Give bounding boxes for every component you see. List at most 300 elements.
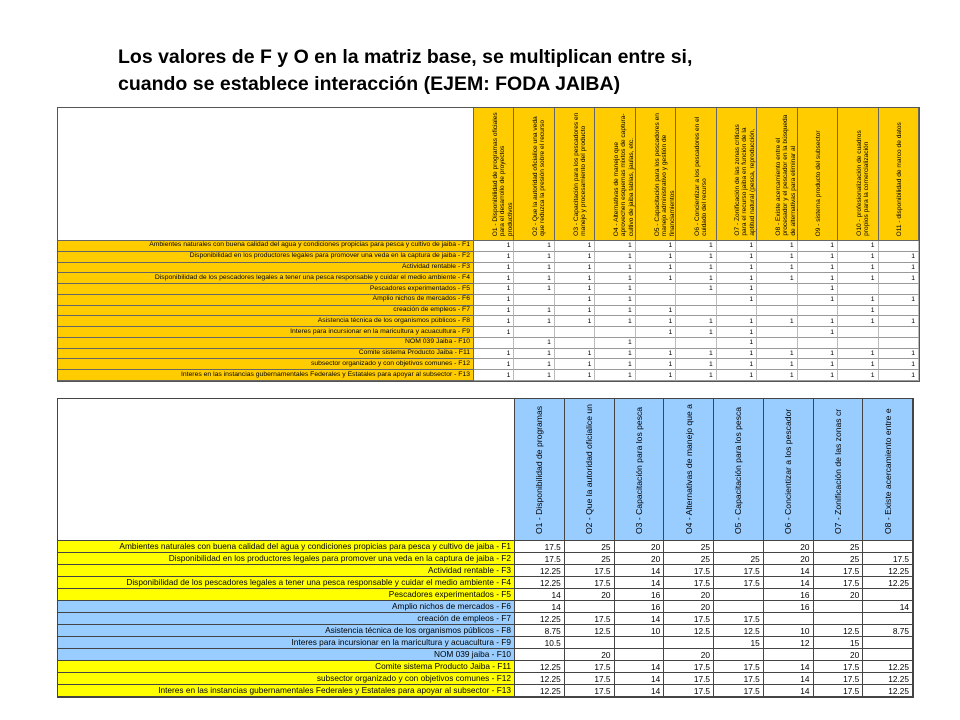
table-cell: 1 [514,263,554,274]
table-cell: 15 [714,637,764,649]
row-label: Pescadores experimentados - F5 [58,589,515,601]
table-cell [595,327,635,338]
table-cell [565,637,615,649]
table-cell: 1 [676,263,716,274]
table-cell [565,601,615,613]
table-cell: 1 [474,349,514,360]
table-cell [474,338,514,349]
table-cell: 1 [514,370,554,381]
table-cell [879,241,919,252]
table-cell: 20 [764,553,814,565]
table-cell [555,338,595,349]
table-cell: 1 [879,263,919,274]
table-cell [863,589,913,601]
table-cell: 12.5 [814,625,864,637]
table-cell: 1 [595,252,635,263]
table-cell: 14 [863,601,913,613]
column-header-label: O7 - Zonificación de las zonas cr [832,408,843,534]
table-cell: 1 [676,252,716,263]
table-cell: 1 [879,252,919,263]
table-cell: 1 [879,295,919,306]
table-cell [863,613,913,625]
table-cell [676,338,716,349]
row-label: Disponibilidad en los productores legales para promover una veda en la captura de jaiba - F2 [58,252,474,263]
table-cell: 1 [717,327,757,338]
row-label: subsector organizado y con objetivos comunes - F12 [58,673,515,685]
column-header [514,108,554,241]
table-cell: 1 [555,349,595,360]
column-header-label: O8 - Existe acercamiento entre e [882,408,893,534]
table-cell: 16 [615,589,665,601]
table-cell: 20 [615,541,665,553]
table-cell [636,295,676,306]
table-cell: 1 [555,359,595,370]
table-cell: 12.25 [863,685,913,697]
row-label: Interes para incursionar en la maricultura y acuacultura - F9 [58,327,474,338]
table-cell: 1 [555,241,595,252]
column-header-label: O8 - Existe acercamiento entre el procesador y el pescador en la búsqueda de alternativas para eliminar al [774,115,797,236]
table-cell [615,649,665,661]
table-cell: 1 [798,295,838,306]
table-cell [757,295,797,306]
table-cell: 1 [676,370,716,381]
column-header [595,108,635,241]
column-header-label: O4 - Alternativas de manejo que aprovechen esquemas mixtos de captura-cultivo de jaiba tablas, jaulas, etc. [613,113,635,236]
table-cell: 1 [798,263,838,274]
table-cell: 1 [838,370,878,381]
table-cell: 12.25 [515,577,565,589]
table-cell: 1 [595,359,635,370]
table-cell: 1 [717,359,757,370]
table-cell: 1 [838,252,878,263]
table-cell: 1 [676,316,716,327]
table-cell: 1 [879,359,919,370]
table-cell: 14 [615,565,665,577]
table-cell: 1 [676,359,716,370]
table-cell: 8.75 [515,625,565,637]
table-cell: 1 [514,252,554,263]
row-label: Ambientes naturales con buena calidad del agua y condiciones propicias para pesca y cultivo de jaiba - F1 [58,241,474,252]
table-cell [515,649,565,661]
table-cell: 1 [595,338,635,349]
column-header-label: O2 - Que la autoridad oficialice una veda que reduzca la presión sobre el recurso [532,116,547,236]
table-cell: 1 [555,284,595,295]
table-cell: 20 [565,649,615,661]
table-cell: 1 [676,327,716,338]
table-cell: 1 [676,273,716,284]
table-cell: 17.5 [664,661,714,673]
table-cell: 1 [595,370,635,381]
table-cell: 1 [798,349,838,360]
table-cell: 1 [595,306,635,317]
column-header-label: O2 - Que la autoridad oficialice un [584,404,595,534]
column-header [615,399,665,541]
table-cell: 1 [798,252,838,263]
table-cell: 15 [814,637,864,649]
column-header-label: O5 - Capacitación para los pescadores en manejo administrativo y gestión de financiamientos [653,112,676,236]
table-cell: 1 [798,316,838,327]
table-cell [879,284,919,295]
interaction-matrix-table [57,107,920,382]
table-cell: 17.5 [814,673,864,685]
table-cell: 25 [664,553,714,565]
table-cell: 1 [514,316,554,327]
table-cell: 1 [717,316,757,327]
table-cell: 12.25 [863,565,913,577]
column-header [764,399,814,541]
table-cell: 1 [636,349,676,360]
table-cell: 1 [474,295,514,306]
table-cell: 20 [814,649,864,661]
table-cell: 17.5 [714,613,764,625]
table-cell: 1 [595,241,635,252]
row-label: Interes en las instancias gubernamentales Federales y Estatales para apoyar al subsector - F13 [58,370,474,381]
table-cell [757,327,797,338]
table-cell [838,284,878,295]
table-cell: 17.5 [714,673,764,685]
table-cell: 1 [717,241,757,252]
table-cell: 1 [757,273,797,284]
table-cell: 1 [757,370,797,381]
table-cell: 10.5 [515,637,565,649]
weighted-matrix-table [57,398,914,698]
column-header-label: O5 - Capacitación para los pesca [733,406,744,534]
table-cell: 1 [717,349,757,360]
table-cell: 1 [636,273,676,284]
title-line-2: cuando se establece interacción (EJEM: FODA JAIBA) [118,73,621,95]
table-cell: 12.25 [515,673,565,685]
table-cell: 14 [515,601,565,613]
table-cell: 1 [636,316,676,327]
row-label: Pescadores experimentados - F5 [58,284,474,295]
table-cell: 20 [664,589,714,601]
table-cell: 12.5 [714,625,764,637]
table-cell [714,589,764,601]
row-label: NOM 039 jaiba - F10 [58,649,515,661]
table-cell: 1 [717,263,757,274]
table-cell: 17.5 [814,685,864,697]
column-header-label: O9 - sistema producto del subsector [815,130,823,236]
table-cell: 1 [676,241,716,252]
table-cell: 17.5 [664,565,714,577]
table-cell: 25 [814,541,864,553]
table-cell [879,306,919,317]
table-cell: 17.5 [515,553,565,565]
row-label: Disponibilidad en los productores legales para promover una veda en la captura de jaiba - F2 [58,553,515,565]
table-cell: 12.25 [863,577,913,589]
table-cell [757,284,797,295]
row-label: Disponibilidad de los pescadores legales a tener una pesca responsable y cuidar el medio ambiente - F4 [58,577,515,589]
table-cell [676,295,716,306]
table-cell: 17.5 [814,565,864,577]
table-cell: 1 [717,338,757,349]
table-cell: 20 [814,589,864,601]
table-cell: 1 [474,241,514,252]
table-cell: 17.5 [714,577,764,589]
table-cell: 20 [615,553,665,565]
table-cell: 1 [474,273,514,284]
table-cell: 1 [798,284,838,295]
table-cell: 14 [764,661,814,673]
table-cell: 1 [798,273,838,284]
table-cell: 1 [757,349,797,360]
row-label: creación de empleos - F7 [58,306,474,317]
table-cell [879,327,919,338]
table-cell: 1 [798,241,838,252]
table-cell: 14 [764,565,814,577]
table-cell: 1 [514,284,554,295]
table-cell [615,637,665,649]
table-cell [757,338,797,349]
column-header-label: O3 - Capacitación para los pesca [633,406,644,534]
title-line-1: Los valores de F y O en la matriz base, se multiplican entre si, [118,46,693,68]
table-cell: 20 [664,649,714,661]
table-cell [664,637,714,649]
table-cell: 1 [757,241,797,252]
table-cell: 1 [555,263,595,274]
table-cell: 12.25 [863,673,913,685]
table-cell: 12.5 [664,625,714,637]
table-cell: 1 [838,295,878,306]
table-cell [838,338,878,349]
table-cell: 1 [757,252,797,263]
column-header [798,108,838,241]
table-cell: 1 [474,316,514,327]
table-cell: 1 [636,359,676,370]
table-cell: 16 [615,601,665,613]
column-header-label: O4 - Alternativas de manejo que a [683,404,694,534]
table-cell: 1 [676,284,716,295]
table-cell: 17.5 [814,661,864,673]
table-cell: 1 [879,370,919,381]
table-cell: 20 [565,589,615,601]
table-cell: 17.5 [714,685,764,697]
table-cell [863,649,913,661]
table-cell: 17.5 [814,577,864,589]
table-cell [636,284,676,295]
table-cell: 16 [764,589,814,601]
table-cell: 14 [615,661,665,673]
row-label: Amplio nichos de mercados - F6 [58,295,474,306]
table-cell: 20 [664,601,714,613]
table-cell: 1 [798,370,838,381]
row-label: Actividad rentable - F3 [58,263,474,274]
table-cell: 1 [474,263,514,274]
table-cell: 12.25 [515,661,565,673]
table-cell [714,601,764,613]
row-label: NOM 039 Jaiba - F10 [58,338,474,349]
table-cell: 1 [676,349,716,360]
row-label: Actividad rentable - F3 [58,565,515,577]
table-cell: 1 [555,273,595,284]
table-cell: 1 [555,252,595,263]
table-cell: 1 [555,306,595,317]
column-header-label: O11 - disponibilidad de marco de datos [896,121,904,236]
table-cell: 25 [565,541,615,553]
table-cell: 1 [636,306,676,317]
table-cell: 1 [595,273,635,284]
column-header [714,399,764,541]
table-cell [514,295,554,306]
column-header [664,399,714,541]
table-cell: 1 [879,349,919,360]
table-cell: 1 [879,273,919,284]
table-cell: 17.5 [565,577,615,589]
table-cell: 1 [838,306,878,317]
table-cell: 1 [474,359,514,370]
row-label: Disponibilidad de los pescadores legales a tener una pesca responsable y cuidar el medio ambiente - F4 [58,273,474,284]
table-cell: 1 [555,316,595,327]
table-cell: 14 [615,613,665,625]
table-cell: 1 [717,252,757,263]
table-cell: 1 [514,306,554,317]
table-cell: 12.25 [863,661,913,673]
table-cell: 1 [514,349,554,360]
table-cell: 17.5 [565,613,615,625]
table-cell: 17.5 [664,673,714,685]
row-label: Comite sistema Producto Jaiba - F11 [58,349,474,360]
table-cell: 1 [838,263,878,274]
column-header-label: O6 - Concientizar a los pescador [783,408,794,534]
table-cell: 17.5 [565,565,615,577]
table-corner [58,108,474,241]
table-cell: 14 [615,685,665,697]
table-cell: 25 [714,553,764,565]
row-label: Interes en las instancias gubernamentales Federales y Estatales para apoyar al subsector - F13 [58,685,515,697]
column-header-label: O1 - Disponibilidad de programas oficiales para el desarrollo de proyectos productivos [491,112,514,236]
table-cell [838,327,878,338]
table-cell: 1 [595,284,635,295]
column-header-label: O7 - Zonificación de las zonas críticas para el recurso jaiba en función de la aptitud natural (pesca, reproducción, [734,124,757,236]
table-cell [714,649,764,661]
table-cell [757,306,797,317]
table-cell: 12.5 [565,625,615,637]
table-cell: 12 [764,637,814,649]
table-cell: 1 [595,263,635,274]
table-cell: 25 [565,553,615,565]
table-cell: 14 [764,673,814,685]
table-cell: 17.5 [515,541,565,553]
table-cell: 1 [474,306,514,317]
table-cell: 17.5 [664,577,714,589]
table-cell: 1 [555,370,595,381]
table-cell: 1 [838,359,878,370]
table-cell: 1 [757,316,797,327]
table-cell: 14 [615,577,665,589]
table-cell: 1 [636,263,676,274]
page-title [118,44,878,98]
table-cell: 20 [764,541,814,553]
column-header [838,108,878,241]
table-cell: 1 [717,370,757,381]
table-cell: 1 [717,295,757,306]
column-header-label: O10 - profesionalización de cuadros propios para la comercialización [855,130,871,236]
table-cell: 1 [798,327,838,338]
table-cell: 1 [838,273,878,284]
column-header [565,399,615,541]
column-header [879,108,919,241]
row-label: Amplio nichos de mercados - F6 [58,601,515,613]
column-header [814,399,864,541]
column-header [555,108,595,241]
table-cell: 1 [514,273,554,284]
column-header [515,399,565,541]
table-cell: 1 [636,252,676,263]
table-cell: 16 [764,601,814,613]
table-cell [514,327,554,338]
table-cell [798,338,838,349]
table-cell: 1 [514,338,554,349]
table-cell [636,338,676,349]
table-cell: 1 [838,241,878,252]
table-cell: 1 [717,284,757,295]
table-cell [814,601,864,613]
table-cell: 17.5 [863,553,913,565]
table-cell [555,327,595,338]
table-cell: 10 [615,625,665,637]
table-cell [879,338,919,349]
table-cell: 17.5 [714,661,764,673]
row-label: Ambientes naturales con buena calidad del agua y condiciones propicias para pesca y cultivo de jaiba - F1 [58,541,515,553]
table-cell: 17.5 [565,673,615,685]
table-cell: 1 [474,252,514,263]
table-cell: 17.5 [664,685,714,697]
table-cell: 14 [764,685,814,697]
table-cell: 1 [798,359,838,370]
row-label: subsector organizado y con objetivos comunes - F12 [58,359,474,370]
table-cell: 1 [474,327,514,338]
column-header [676,108,716,241]
column-header [757,108,797,241]
table-cell: 1 [636,327,676,338]
row-label: Asistencia técnica de los organismos públicos - F8 [58,625,515,637]
table-cell: 25 [814,553,864,565]
table-cell: 1 [636,241,676,252]
table-cell: 1 [595,316,635,327]
table-cell [764,613,814,625]
table-cell [863,541,913,553]
table-cell: 25 [664,541,714,553]
table-cell: 1 [757,263,797,274]
table-cell: 1 [757,359,797,370]
table-cell: 1 [514,241,554,252]
table-cell: 1 [838,316,878,327]
column-header [474,108,514,241]
column-header [636,108,676,241]
table-cell: 17.5 [565,661,615,673]
table-cell [764,649,814,661]
table-corner [58,399,515,541]
table-cell: 1 [595,295,635,306]
table-cell: 1 [514,359,554,370]
row-label: creación de empleos - F7 [58,613,515,625]
table-cell: 17.5 [565,685,615,697]
table-cell [714,541,764,553]
table-cell: 1 [838,349,878,360]
table-cell [676,306,716,317]
table-cell: 1 [595,349,635,360]
column-header-label: O1 - Disponibilidad de programas [534,405,545,534]
table-cell: 17.5 [714,565,764,577]
table-cell [798,306,838,317]
row-label: Comite sistema Producto Jaiba - F11 [58,661,515,673]
table-cell [814,613,864,625]
row-label: Interes para incursionar en la maricultura y acuacultura - F9 [58,637,515,649]
table-cell: 1 [474,370,514,381]
table-cell: 12.25 [515,565,565,577]
row-label: Asistencia técnica de los organismos públicos - F8 [58,316,474,327]
table-cell: 1 [555,295,595,306]
